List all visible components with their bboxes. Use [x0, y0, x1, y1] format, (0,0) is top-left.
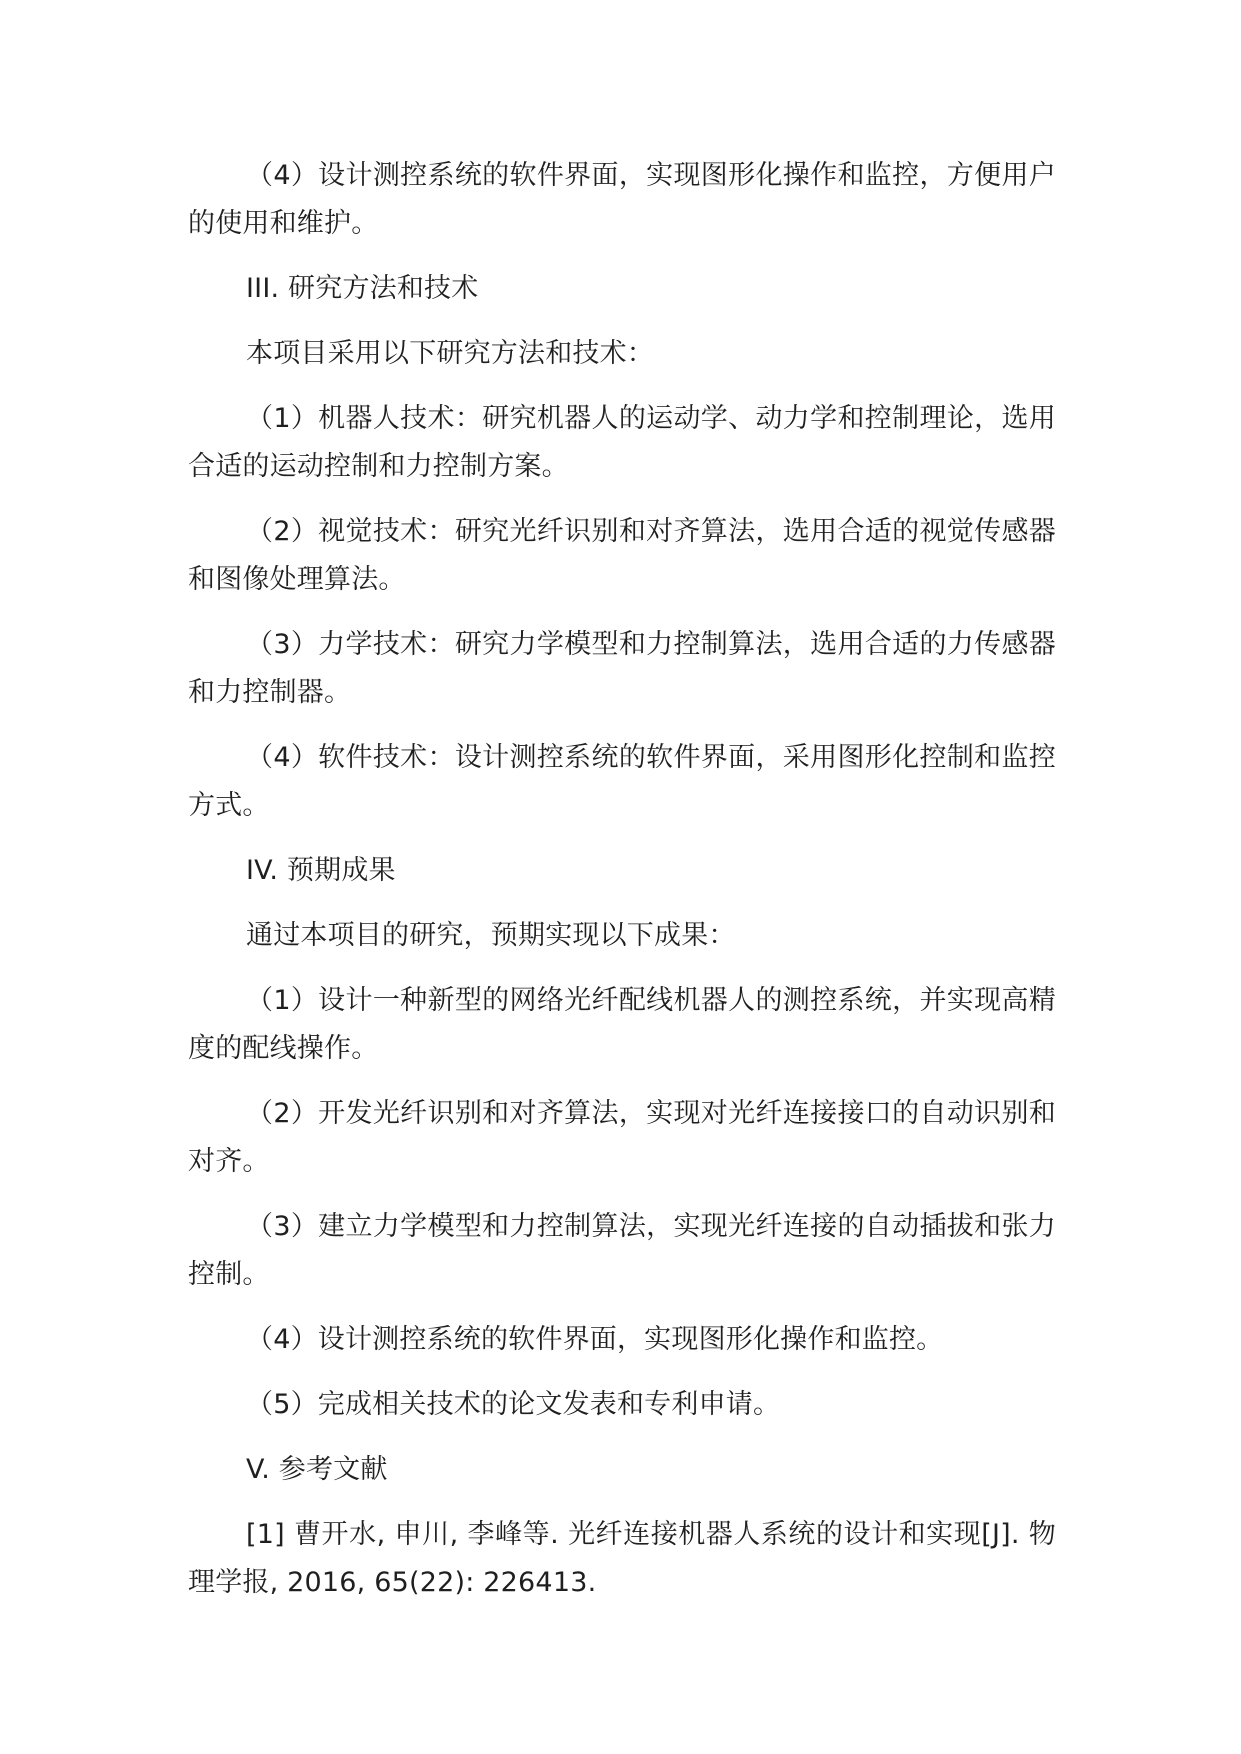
section-heading-expected-results: IV. 预期成果	[246, 855, 396, 886]
reference-item-1: [1] 曹开水, 申川, 李峰等. 光纤连接机器人系统的设计和实现[J]. 物理学报, 2016, 65(22): 226413.	[188, 1519, 1056, 1598]
section-heading-references: V. 参考文献	[246, 1454, 388, 1485]
paragraph-mechanics-technology: （3）力学技术：研究力学模型和力控制算法，选用合适的力传感器和力控制器。	[188, 629, 1056, 708]
paragraph-results-intro: 通过本项目的研究，预期实现以下成果：	[246, 920, 736, 951]
paragraph-software-technology: （4）软件技术：设计测控系统的软件界面，采用图形化控制和监控方式。	[188, 742, 1056, 821]
section-heading-methods: III. 研究方法和技术	[246, 273, 479, 304]
paragraph-result-2: （2）开发光纤识别和对齐算法，实现对光纤连接接口的自动识别和对齐。	[188, 1098, 1056, 1177]
paragraph-software-interface-goal: （4）设计测控系统的软件界面，实现图形化操作和监控，方便用户的使用和维护。	[188, 160, 1056, 239]
document-body	[188, 152, 1056, 1624]
paragraph-methods-intro: 本项目采用以下研究方法和技术：	[246, 338, 654, 369]
paragraph-result-4: （4）设计测控系统的软件界面，实现图形化操作和监控。	[246, 1324, 944, 1355]
paragraph-result-1: （1）设计一种新型的网络光纤配线机器人的测控系统，并实现高精度的配线操作。	[188, 985, 1056, 1064]
paragraph-vision-technology: （2）视觉技术：研究光纤识别和对齐算法，选用合适的视觉传感器和图像处理算法。	[188, 516, 1056, 595]
paragraph-result-5: （5）完成相关技术的论文发表和专利申请。	[246, 1389, 781, 1420]
paragraph-result-3: （3）建立力学模型和力控制算法，实现光纤连接的自动插拔和张力控制。	[188, 1211, 1056, 1290]
paragraph-robot-technology: （1）机器人技术：研究机器人的运动学、动力学和控制理论，选用合适的运动控制和力控制方案。	[188, 403, 1056, 482]
